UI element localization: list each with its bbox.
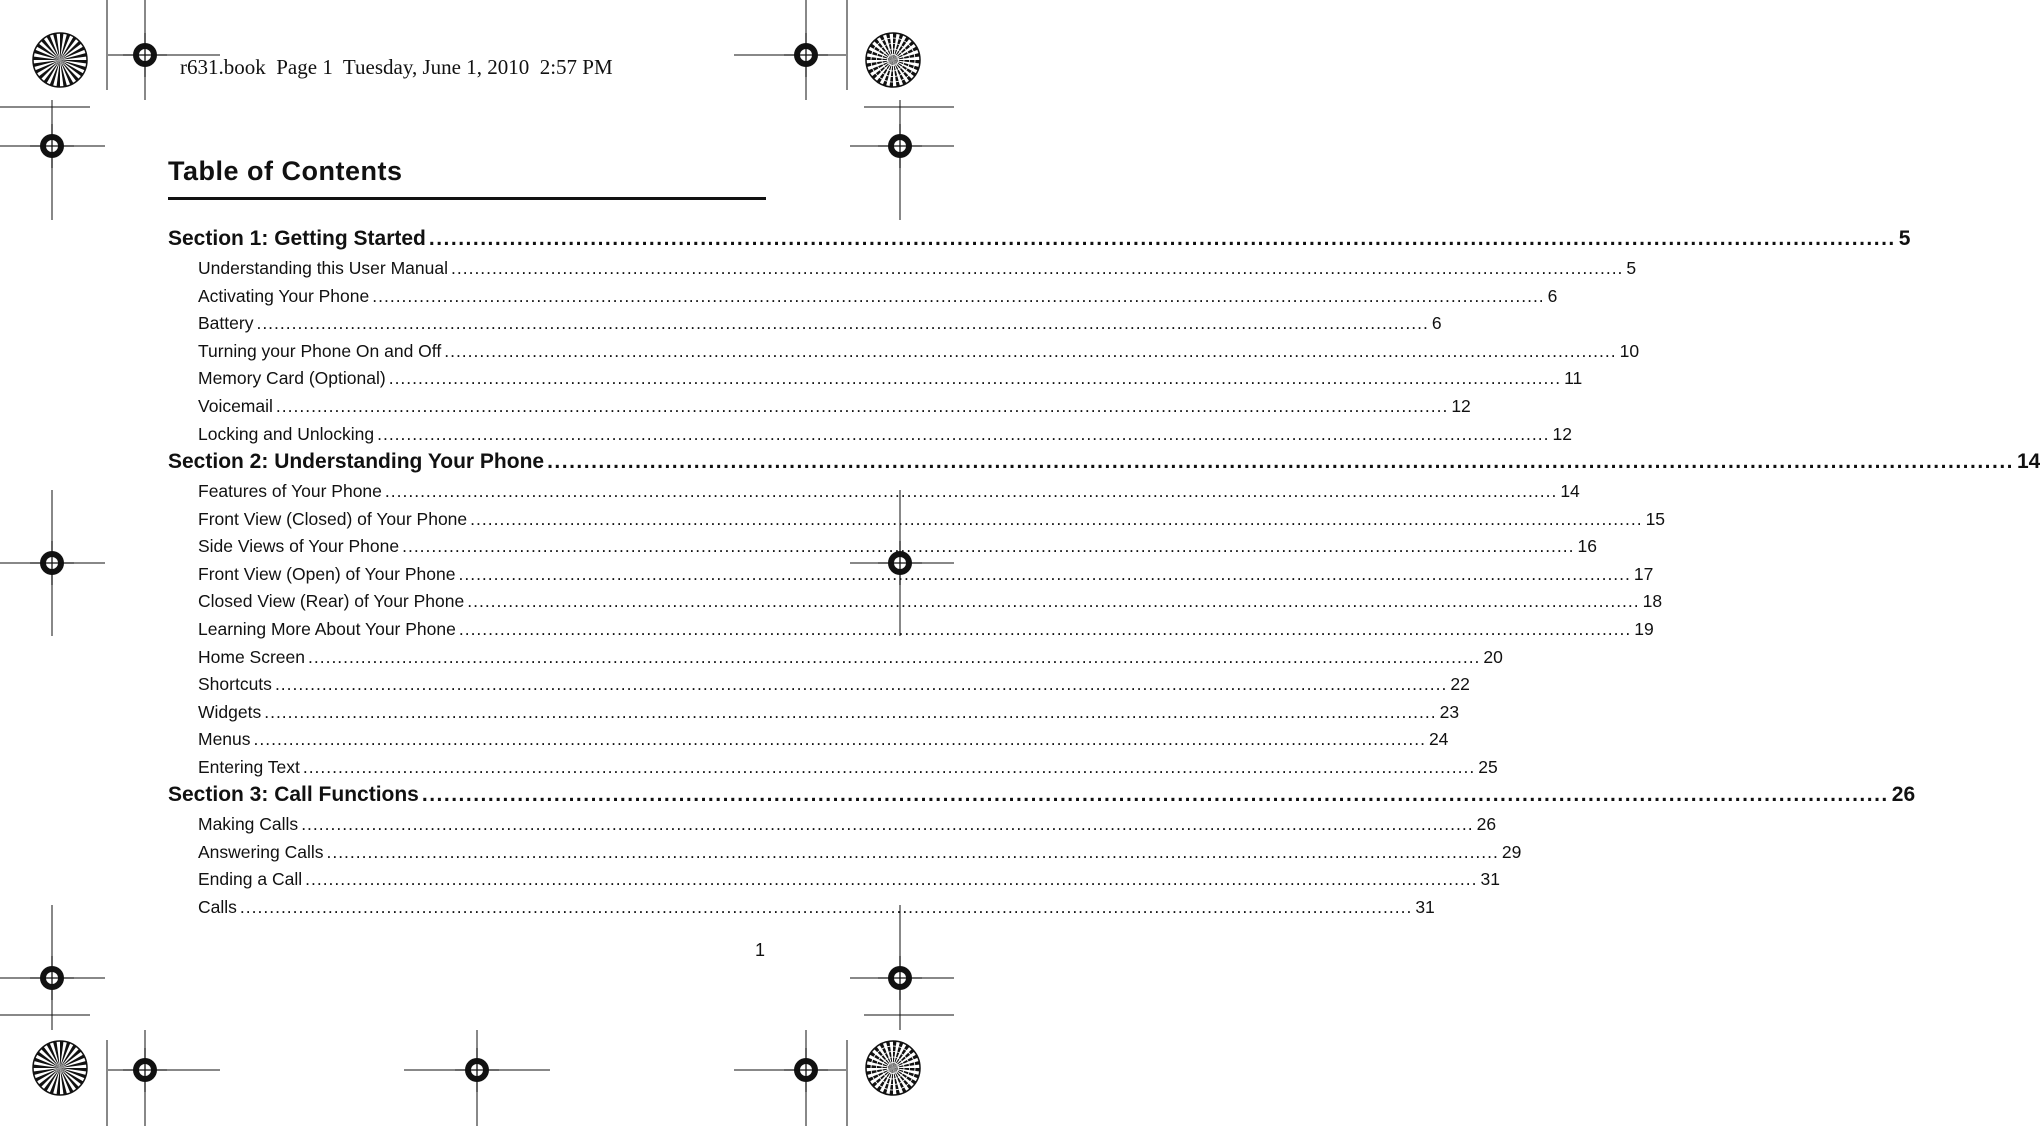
toc-entry-label: Activating Your Phone — [198, 285, 370, 306]
toc-entry-page: 31 — [1415, 896, 1435, 917]
toc-entry-page: 26 — [1476, 814, 1497, 834]
toc-entry-label: Closed View (Rear) of Your Phone — [198, 591, 465, 612]
toc-section-page: 5 — [1898, 227, 1911, 250]
toc-entry[interactable] — [198, 646, 1503, 671]
dot-leader: ........................................................................................................................................................................................................ — [264, 701, 1437, 722]
toc-entry-page: 29 — [1501, 841, 1522, 862]
toc-entry-page: 18 — [1642, 591, 1663, 612]
toc-entry-label: Menus — [198, 729, 251, 750]
toc-entry-page: 15 — [1645, 508, 1666, 529]
toc-entry[interactable] — [198, 508, 1666, 533]
toc-entry-page: 6 — [1431, 313, 1442, 334]
toc-entry-page: 12 — [1451, 396, 1471, 416]
toc-entry[interactable] — [198, 481, 1580, 505]
dot-leader: ........................................................................................................................................................................................................ — [302, 757, 1476, 777]
toc-entry-page: 25 — [1478, 757, 1498, 777]
toc-entry-page: 19 — [1634, 619, 1654, 639]
dot-leader: ........................................................................................................................................................................................................ — [275, 396, 1449, 416]
starburst-target-icon — [866, 33, 920, 87]
toc-entry-label: Locking and Unlocking — [198, 423, 375, 444]
toc-entry-page: 12 — [1552, 423, 1572, 444]
dot-leader: ........................................................................................................................................................................................................ — [274, 674, 1448, 695]
toc-entry[interactable] — [198, 619, 1654, 643]
toc-entry-label: Answering Calls — [198, 841, 324, 862]
toc-entry[interactable] — [198, 258, 1637, 282]
page-title: Table of Contents — [168, 156, 403, 186]
dot-leader: ........................................................................................................................................................................................................ — [308, 646, 1481, 667]
starburst-target-icon — [33, 1041, 87, 1095]
dot-leader: ........................................................................................................................................................................................................ — [239, 896, 1413, 917]
toc-section-label: Section 1: Getting Started — [168, 227, 426, 250]
toc-entry-label: Features of Your Phone — [198, 481, 382, 501]
dot-leader: ........................................................................................................................................................................................................ — [458, 619, 1632, 639]
toc-entry[interactable] — [198, 701, 1460, 726]
toc-entry[interactable] — [198, 313, 1442, 337]
toc-entry-page: 6 — [1547, 285, 1558, 306]
toc-entry[interactable] — [198, 896, 1435, 921]
toc-entry-page: 16 — [1577, 536, 1597, 557]
dot-leader: ........................................................................................................................................................................................................ — [377, 423, 1550, 444]
dot-leader: ........................................................................................................................................................................................................ — [256, 313, 1429, 334]
dot-leader: ........................................................................................................................................................................................................ — [547, 450, 2014, 473]
toc-entry-page: 31 — [1480, 869, 1500, 890]
toc-entry-label: Entering Text — [198, 757, 300, 777]
toc-section-3[interactable] — [168, 783, 1916, 813]
toc-entry[interactable] — [198, 536, 1597, 560]
toc-entry-page: 10 — [1619, 340, 1640, 361]
toc-entry-label: Calls — [198, 896, 237, 917]
toc-entry[interactable] — [198, 814, 1497, 838]
toc-entry-label: Making Calls — [198, 814, 299, 834]
toc-entry[interactable] — [198, 591, 1663, 615]
dot-leader: ........................................................................................................................................................................................................ — [467, 591, 1640, 612]
dot-leader: ........................................................................................................................................................................................................ — [470, 508, 1643, 529]
toc-entry[interactable] — [198, 841, 1522, 866]
toc-entry-label: Home Screen — [198, 646, 305, 667]
toc-entry-label: Learning More About Your Phone — [198, 619, 456, 639]
dot-leader: ........................................................................................................................................................................................................ — [428, 227, 1896, 250]
starburst-target-icon — [33, 33, 87, 87]
toc-section-1[interactable] — [168, 227, 1911, 257]
dot-leader: ........................................................................................................................................................................................................ — [305, 869, 1478, 890]
toc-entry[interactable] — [198, 729, 1449, 753]
toc-section-2[interactable] — [168, 450, 2040, 480]
toc-section-label: Section 2: Understanding Your Phone — [168, 450, 545, 473]
dot-leader: ........................................................................................................................................................................................................ — [326, 841, 1499, 862]
toc-entry-label: Widgets — [198, 701, 262, 722]
page-number: 1 — [755, 940, 766, 960]
dot-leader: ........................................................................................................................................................................................................ — [451, 258, 1624, 278]
toc-entry[interactable] — [198, 368, 1583, 392]
toc-entry[interactable] — [198, 563, 1654, 588]
toc-section-label: Section 3: Call Functions — [168, 783, 419, 806]
dot-leader: ........................................................................................................................................................................................................ — [388, 368, 1562, 389]
toc-entry-page: 22 — [1450, 674, 1470, 695]
toc-entry-label: Front View (Open) of Your Phone — [198, 563, 456, 584]
toc-entry-page: 23 — [1439, 701, 1460, 722]
dot-leader: ........................................................................................................................................................................................................ — [384, 481, 1558, 501]
toc-entry[interactable] — [198, 340, 1640, 365]
title-underline — [168, 197, 766, 200]
toc-entry[interactable] — [198, 396, 1471, 420]
toc-entry-label: Battery — [198, 313, 254, 334]
dot-leader: ........................................................................................................................................................................................................ — [444, 340, 1617, 361]
dot-leader: ........................................................................................................................................................................................................ — [421, 783, 1889, 806]
print-slug-header: r631.book Page 1 Tuesday, June 1, 2010 2:57 PM — [180, 55, 613, 79]
toc-entry-label: Ending a Call — [198, 869, 303, 890]
dot-leader: ........................................................................................................................................................................................................ — [372, 285, 1545, 306]
toc-entry[interactable] — [198, 423, 1572, 448]
toc-entry-page: 14 — [1560, 481, 1580, 501]
starburst-target-icon — [866, 1041, 920, 1095]
toc-section-page: 14 — [2017, 450, 2040, 473]
toc-entry-page: 11 — [1564, 368, 1583, 389]
dot-leader: ........................................................................................................................................................................................................ — [253, 729, 1426, 750]
toc-entry[interactable] — [198, 674, 1470, 698]
toc-entry-page: 24 — [1428, 729, 1449, 750]
toc-entry[interactable] — [198, 285, 1558, 310]
toc-entry-label: Memory Card (Optional) — [198, 368, 386, 389]
toc-entry-page: 17 — [1633, 563, 1654, 584]
toc-section-page: 26 — [1891, 783, 1916, 806]
dot-leader: ........................................................................................................................................................................................................ — [301, 814, 1474, 834]
toc-entry-label: Understanding this User Manual — [198, 258, 448, 278]
toc-entry[interactable] — [198, 757, 1498, 781]
toc-entry-page: 20 — [1483, 646, 1503, 667]
toc-entry-page: 5 — [1626, 258, 1637, 278]
dot-leader: ........................................................................................................................................................................................................ — [458, 563, 1631, 584]
toc-entry-label: Voicemail — [198, 396, 273, 416]
dot-leader: ........................................................................................................................................................................................................ — [402, 536, 1575, 557]
toc-entry-label: Front View (Closed) of Your Phone — [198, 508, 468, 529]
toc-entry-label: Turning your Phone On and Off — [198, 340, 442, 361]
toc-entry-label: Side Views of Your Phone — [198, 536, 400, 557]
toc-entry-label: Shortcuts — [198, 674, 272, 695]
toc-entry[interactable] — [198, 869, 1500, 893]
